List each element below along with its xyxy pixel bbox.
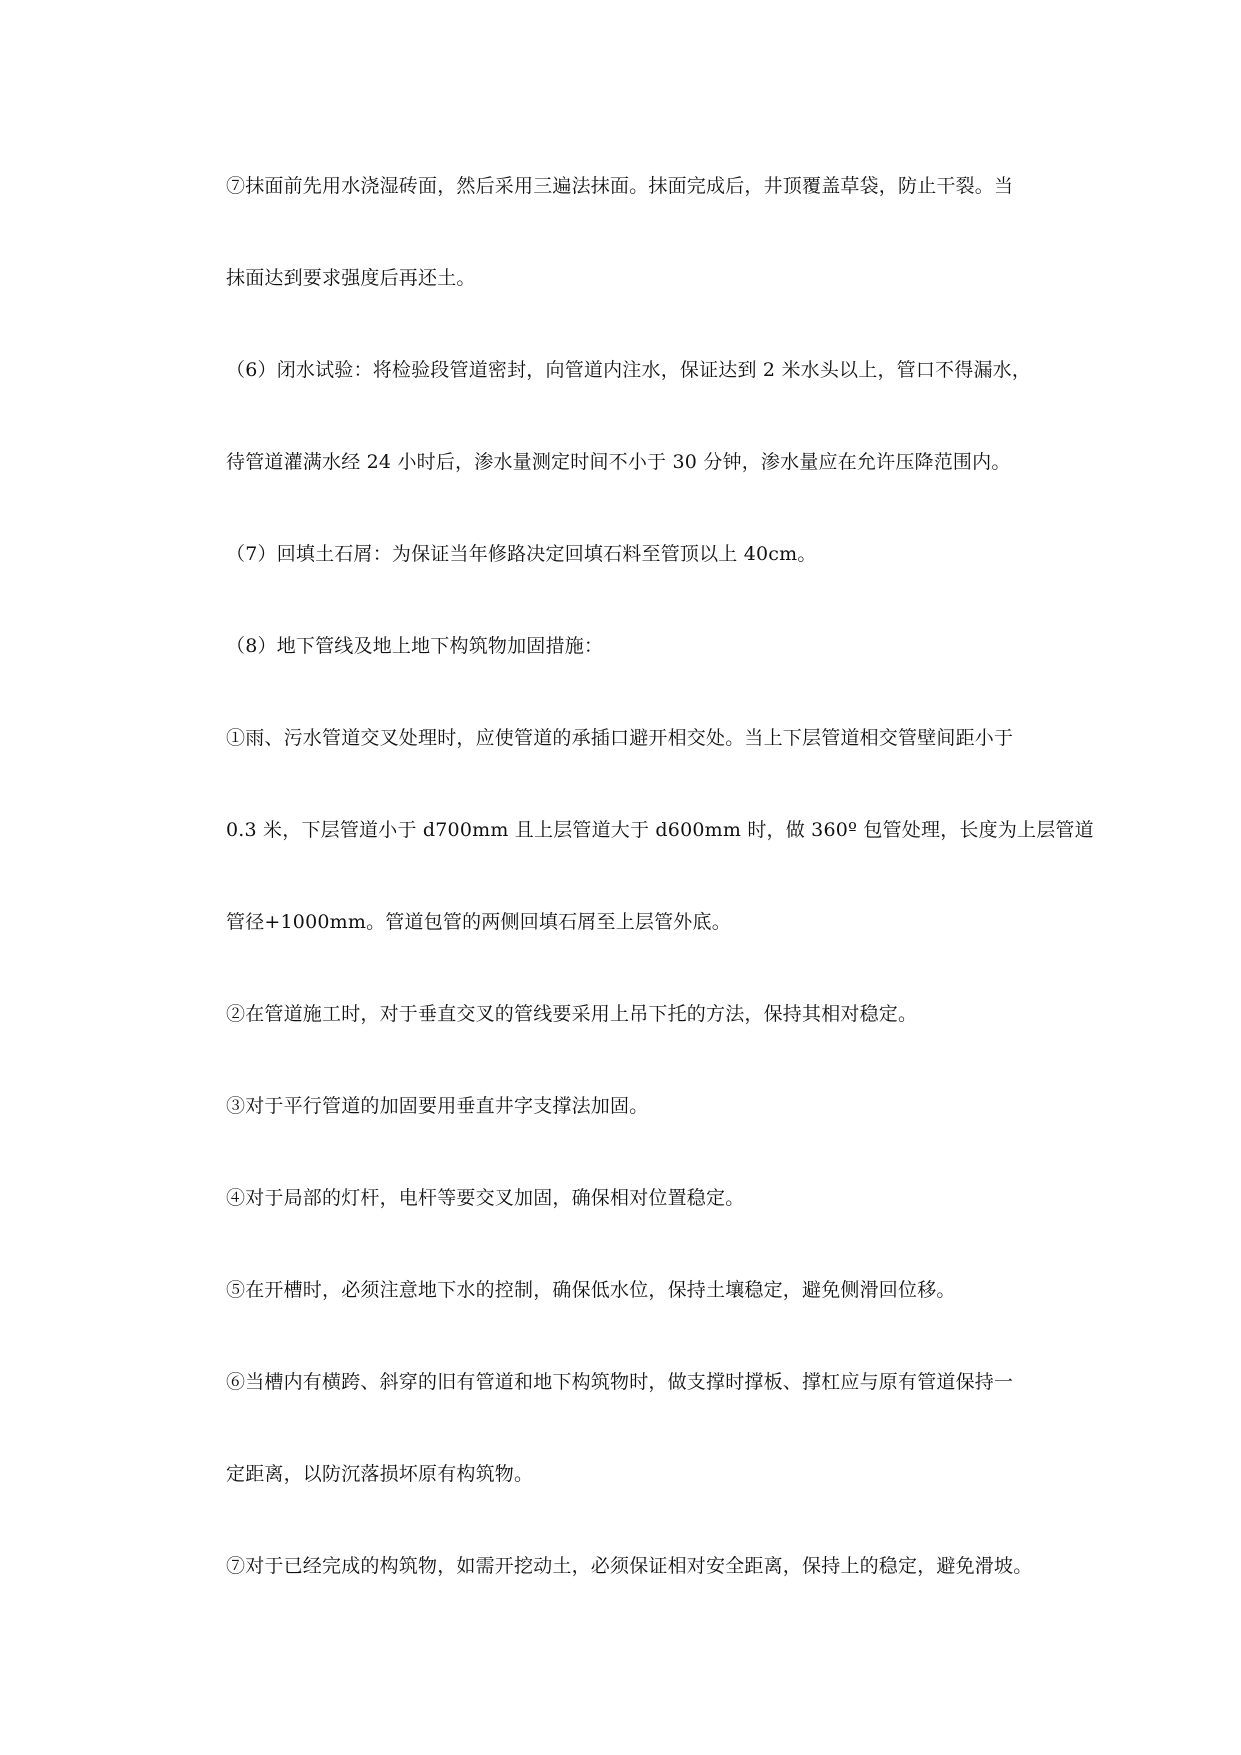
text-line: ⑦抹面前先用水浇湿砖面，然后采用三遍法抹面。抹面完成后，井顶覆盖草袋，防止干裂。当 [226,175,1014,197]
text-line: ②在管道施工时，对于垂直交叉的管线要采用上吊下托的方法，保持其相对稳定。 [226,1003,918,1025]
text-line: ①雨、污水管道交叉处理时，应使管道的承插口避开相交处。当上下层管道相交管壁间距小于 [226,727,1014,749]
text-line: ⑥当槽内有横跨、斜穿的旧有管道和地下构筑物时，做支撑时撑板、撑杠应与原有管道保持一 [226,1371,1014,1393]
text-line: 管径+1000mm。管道包管的两侧回填石屑至上层管外底。 [226,911,731,933]
text-line: （7）回填土石屑：为保证当年修路决定回填石料至管顶以上 40cm。 [226,543,817,565]
text-line: 抹面达到要求强度后再还土。 [226,267,476,289]
text-line: （6）闭水试验：将检验段管道密封，向管道内注水，保证达到 2 米水头以上，管口不得漏水， [226,359,1032,381]
text-line: ③对于平行管道的加固要用垂直井字支撑法加固。 [226,1095,649,1117]
text-line: （8）地下管线及地上地下构筑物加固措施： [226,635,604,657]
text-line: ⑦对于已经完成的构筑物，如需开挖动土，必须保证相对安全距离，保持上的稳定，避免滑坡。 [226,1555,1033,1577]
document-body [226,170,1116,1642]
text-line: 待管道灌满水经 24 小时后，渗水量测定时间不小于 30 分钟，渗水量应在允许压降范围内。 [226,451,1011,473]
text-line: 定距离，以防沉落损坏原有构筑物。 [226,1463,534,1485]
text-line: 0.3 米，下层管道小于 d700mm 且上层管道大于 d600mm 时，做 360º 包管处理，长度为上层管道 [226,819,1094,841]
text-line: ⑤在开槽时，必须注意地下水的控制，确保低水位，保持土壤稳定，避免侧滑回位移。 [226,1279,956,1301]
text-line: ④对于局部的灯杆，电杆等要交叉加固，确保相对位置稳定。 [226,1187,745,1209]
